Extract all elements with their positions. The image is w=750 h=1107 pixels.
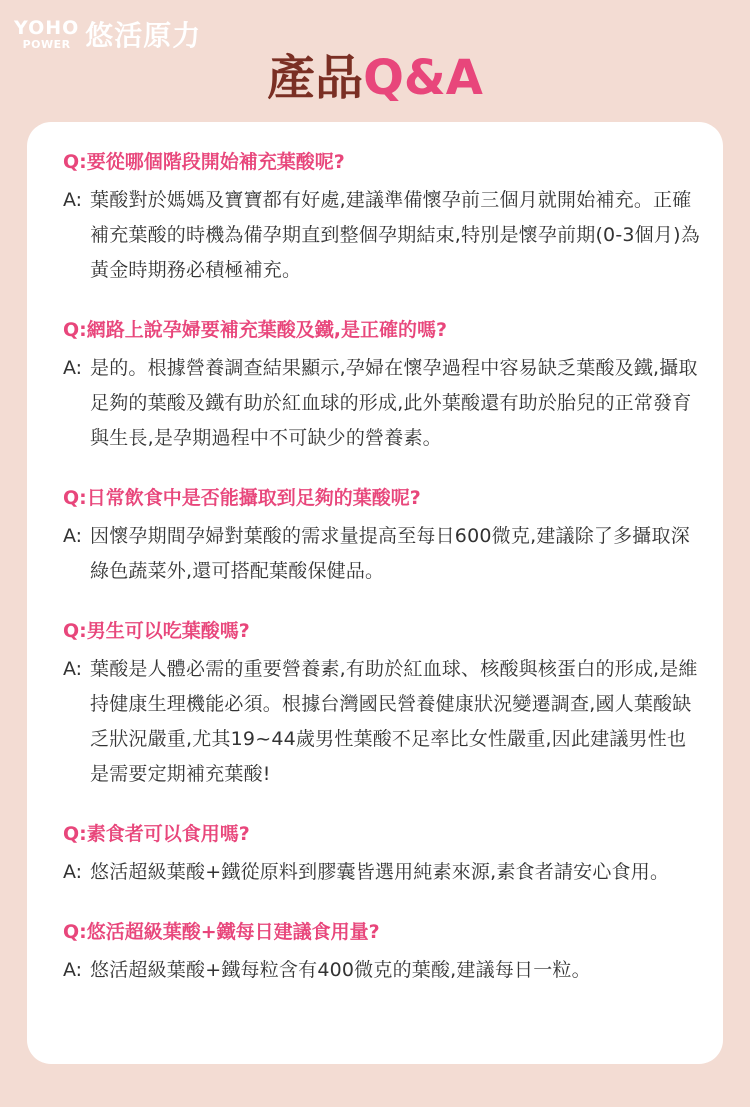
answer	[63, 519, 703, 589]
logo-line2: POWER	[22, 37, 71, 51]
qa-item	[63, 316, 703, 456]
answer	[63, 183, 703, 288]
page-title-part1: 產品	[267, 50, 364, 106]
qa-item	[63, 148, 703, 288]
answer	[63, 855, 703, 890]
answer-prefix: A:	[63, 959, 83, 981]
answer-text: 因懷孕期間孕婦對葉酸的需求量提高至每日600微克,建議除了多攝取深綠色蔬菜外,還可搭配葉酸保健品。	[90, 525, 690, 582]
answer	[63, 652, 703, 792]
yoho-power-logo-mark	[14, 16, 80, 51]
question: Q:網路上說孕婦要補充葉酸及鐵,是正確的嗎?	[63, 319, 447, 341]
answer-text: 悠活超級葉酸+鐵每粒含有400微克的葉酸,建議每日一粒。	[90, 959, 591, 981]
answer-text: 葉酸是人體必需的重要營養素,有助於紅血球、核酸與核蛋白的形成,是維持健康生理機能必須。根據台灣國民營養健康狀況變遷調查,國人葉酸缺乏狀況嚴重,尤其19~44歲男性葉酸不足率比女性嚴重,因此建議男性也是需要定期補充葉酸!	[90, 658, 698, 785]
answer-prefix: A:	[63, 658, 83, 680]
qa-item	[63, 484, 703, 589]
brand-name: 悠活原力	[85, 19, 202, 52]
question: Q:素食者可以食用嗎?	[63, 823, 250, 845]
qa-item	[63, 617, 703, 792]
qa-card	[27, 122, 723, 1064]
question: Q:悠活超級葉酸+鐵每日建議食用量?	[63, 921, 380, 943]
answer-prefix: A:	[63, 525, 83, 547]
qa-item	[63, 918, 703, 988]
brand-logo	[14, 14, 201, 54]
answer	[63, 351, 703, 456]
qa-list	[63, 148, 703, 1016]
answer	[63, 953, 703, 988]
page-title	[0, 50, 750, 106]
logo-line1: YOHO	[14, 16, 80, 39]
answer-text: 是的。根據營養調查結果顯示,孕婦在懷孕過程中容易缺乏葉酸及鐵,攝取足夠的葉酸及鐵有助於紅血球的形成,此外葉酸還有助於胎兒的正常發育與生長,是孕期過程中不可缺少的營養素。	[90, 357, 698, 449]
answer-text: 悠活超級葉酸+鐵從原料到膠囊皆選用純素來源,素食者請安心食用。	[90, 861, 670, 883]
question: Q:日常飲食中是否能攝取到足夠的葉酸呢?	[63, 487, 421, 509]
page-title-part2: Q&A	[363, 50, 483, 106]
answer-text: 葉酸對於媽媽及寶寶都有好處,建議準備懷孕前三個月就開始補充。正確補充葉酸的時機為備孕期直到整個孕期結束,特別是懷孕前期(0-3個月)為黃金時期務必積極補充。	[90, 189, 700, 281]
question: Q:男生可以吃葉酸嗎?	[63, 620, 250, 642]
answer-prefix: A:	[63, 861, 83, 883]
question: Q:要從哪個階段開始補充葉酸呢?	[63, 151, 345, 173]
answer-prefix: A:	[63, 189, 83, 211]
qa-item	[63, 820, 703, 890]
answer-prefix: A:	[63, 357, 83, 379]
